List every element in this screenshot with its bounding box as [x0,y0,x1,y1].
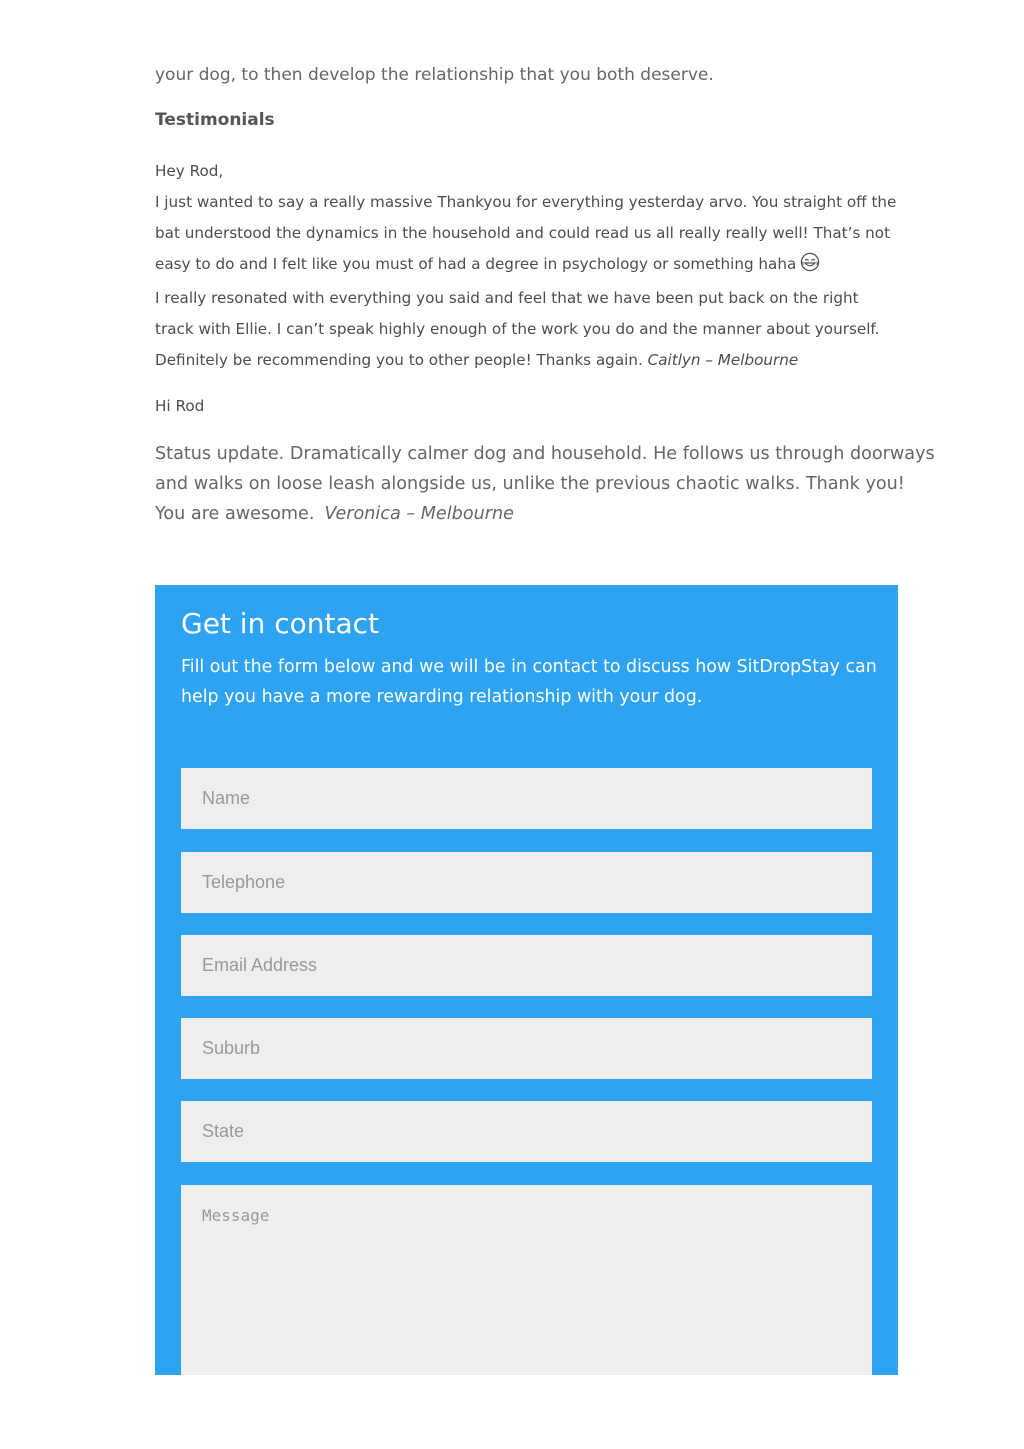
testimonial-line: bat understood the dynamics in the household and could read us all really really well! That’s not [155,224,891,242]
name-field[interactable] [181,768,872,829]
message-field[interactable] [181,1185,872,1375]
contact-description [181,652,877,712]
contact-description-line: help you have a more rewarding relationship with your dog. [181,687,703,707]
testimonial-signature: Veronica – Melbourne [324,504,514,524]
testimonial-line: Status update. Dramatically calmer dog and household. He follows us through doorways [155,444,935,464]
intro-text: your dog, to then develop the relationship that you both deserve. [155,65,714,85]
email-field[interactable] [181,935,872,996]
testimonial-line [155,249,899,283]
telephone-field[interactable] [181,852,872,913]
testimonial-greeting: Hi Rod [155,397,205,415]
laughing-face-icon [800,252,820,283]
suburb-field[interactable] [181,1018,872,1079]
testimonial-line-text: easy to do and I felt like you must of had a degree in psychology or something haha [155,255,797,273]
testimonial-caitlyn [155,156,899,376]
testimonial-line [155,345,899,376]
testimonial-line: I really resonated with everything you said and feel that we have been put back on the right [155,289,859,307]
testimonial-greeting: Hey Rod, [155,162,224,180]
testimonial-line-text: Definitely be recommending you to other people! Thanks again. [155,351,643,369]
testimonial-line: track with Ellie. I can’t speak highly enough of the work you do and the manner about yourself. [155,320,880,338]
testimonial-line: I just wanted to say a really massive Thankyou for everything yesterday arvo. You straight off the [155,193,897,211]
resize-handle-icon[interactable] [858,1367,868,1375]
contact-form-section [155,585,898,1375]
state-field[interactable] [181,1101,872,1162]
contact-title: Get in contact [181,607,380,640]
testimonial-veronica [155,439,935,529]
testimonial-line [155,499,899,529]
testimonial-line: and walks on loose leash alongside us, unlike the previous chaotic walks. Thank you! [155,474,905,494]
testimonial-line-text: You are awesome. [155,504,315,524]
testimonial-signature: Caitlyn – Melbourne [647,351,799,369]
contact-description-line: Fill out the form below and we will be in contact to discuss how SitDropStay can [181,657,877,677]
testimonials-heading: Testimonials [155,110,275,130]
